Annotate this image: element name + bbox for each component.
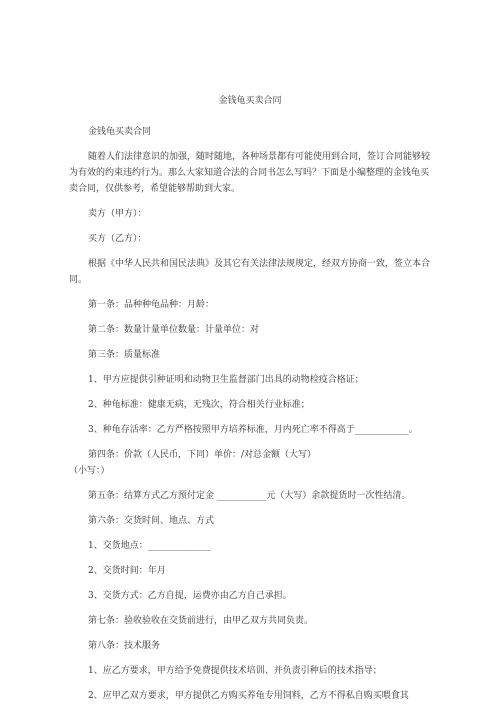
document-body	[69, 124, 431, 713]
paragraph-intro: 随着人们法律意识的加强，随时随地，各种场景都有可能使用到合同，签订合同能够较为有效的约束违约行为。那么大家知道合法的合同书怎么写吗？下面是小编整理的金钱龟买卖合同，仅供参考，希望能够帮助到大家。	[69, 152, 431, 194]
clause-6: 第六条：交货时间、地点、方式	[88, 516, 215, 526]
clause-2: 第二条：数量计量单位数量：计量单位：对	[88, 325, 260, 335]
clause-5: 第五条：结算方式乙方预付定金 ___________元（大写）余款提货时一次性结清。	[88, 491, 411, 501]
clause-8: 第八条：技术服务	[88, 641, 161, 651]
paragraph-heading: 金钱龟买卖合同	[88, 127, 152, 137]
clause-8-item-1: 1、应乙方要求，甲方给予免费提供技术培训、并负责引种后的技术指导；	[88, 666, 382, 676]
clause-3: 第三条：质量标准	[88, 350, 161, 360]
clause-7: 第七条：验收验收在交货前进行，由甲乙双方共同负责。	[88, 616, 314, 626]
clause-8-item-2: 2、应甲乙双方要求，甲方提供乙方购买养龟专用饲料，乙方不得私自购买喂食其	[88, 691, 409, 701]
clause-4-continued: （小写：）	[69, 466, 110, 476]
clause-6-item-2: 2、交货时间：年月	[88, 566, 166, 576]
paragraph-basis: 根据《中华人民共和国民法典》及其它有关法律法规规定，经双方协商一致，签立本合同。	[69, 259, 431, 285]
clause-6-item-3: 3、交货方式：乙方自提，运费亦由乙方自己承担。	[88, 591, 292, 601]
clause-4: 第四条：价款（人民币，下同）单价：/对总金额（大写）	[88, 450, 317, 460]
document-title: 金钱龟买卖合同	[218, 96, 282, 106]
paragraph-seller: 卖方（甲方）：	[88, 209, 147, 219]
clause-1: 第一条：品种种龟品种：月龄：	[88, 300, 215, 310]
clause-3-item-1: 1、甲方应提供引种证明和动物卫生监督部门出具的动物检疫合格证；	[88, 375, 364, 385]
clause-3-item-3: 3、种龟存活率：乙方严格按照甲方培养标准，月内死亡率不得高于____________。	[88, 425, 418, 435]
clause-6-item-1: 1、交货地点：______________	[88, 541, 211, 551]
paragraph-buyer: 买方（乙方）：	[88, 234, 147, 244]
clause-3-item-2: 2、种龟标准：健康无病，无残次，符合相关行业标准；	[88, 400, 310, 410]
